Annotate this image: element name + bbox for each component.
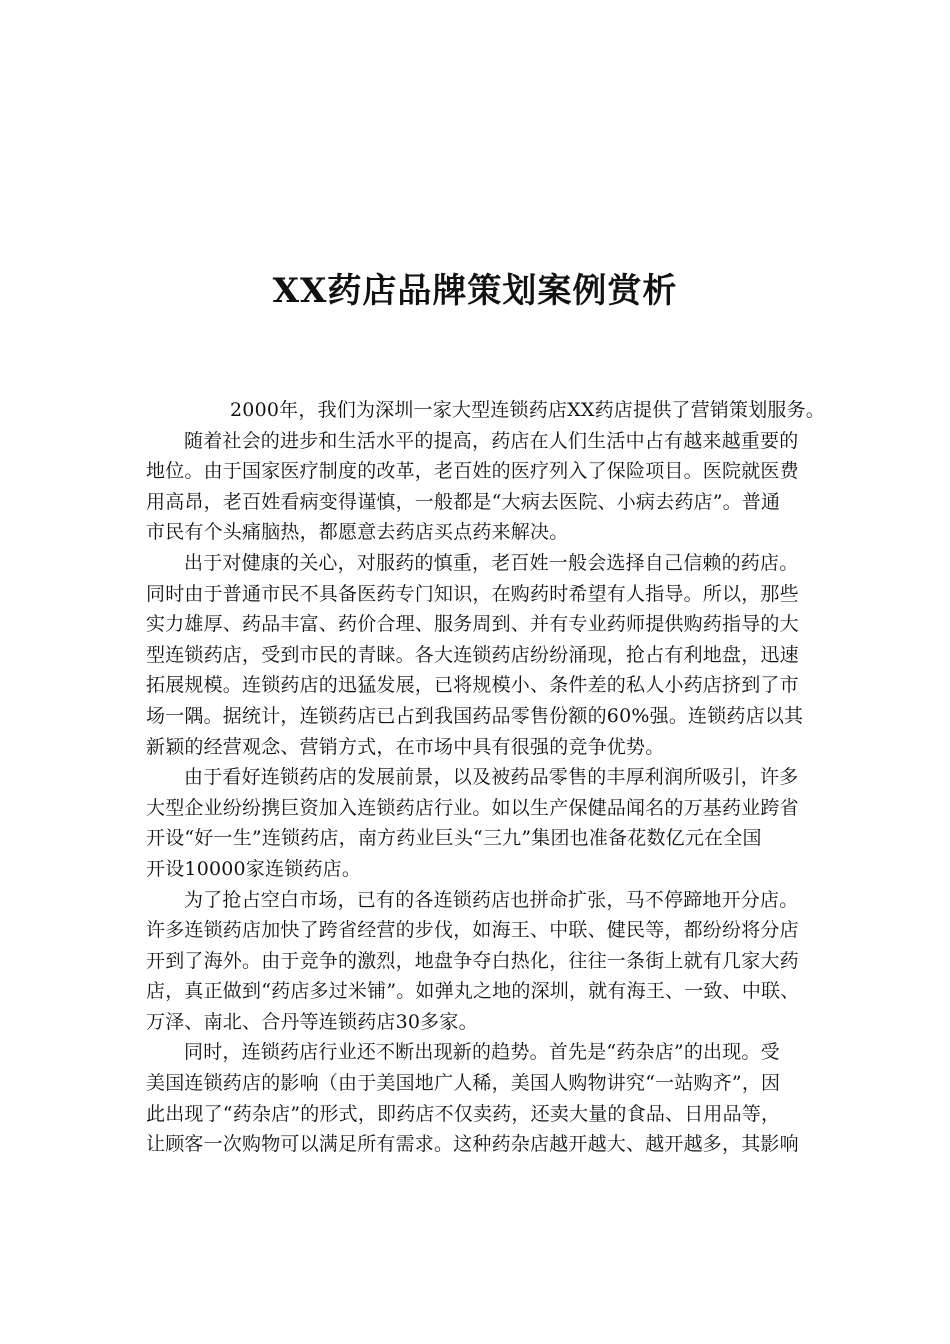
- text-line: 让顾客一次购物可以满足所有需求。这种药杂店越开越大、越开越多，其影响: [146, 1133, 799, 1156]
- text-line: 此出现了“药杂店”的形式，即药店不仅卖药，还卖大量的食品、日用品等，: [146, 1102, 781, 1125]
- text-line: 地位。由于国家医疗制度的改革，老百姓的医疗列入了保险项目。医院就医费: [146, 460, 799, 483]
- text-line: 市民有个头痛脑热，都愿意去药店买点药来解决。: [146, 521, 569, 544]
- text-line: 用高昂，老百姓看病变得谨慎，一般都是“大病去医院、小病去药店”。普通: [146, 490, 781, 513]
- text-line: 由于看好连锁药店的发展前景，以及被药品零售的丰厚利润所吸引，许多: [184, 766, 799, 789]
- text-line: 新颖的经营观念、营销方式，在市场中具有很强的竞争优势。: [146, 735, 665, 758]
- text-line: 店，真正做到“药店多过米铺”。如弹丸之地的深圳，就有海王、一致、中联、: [146, 980, 800, 1003]
- text-line: 美国连锁药店的影响（由于美国地广人稀，美国人购物讲究“一站购齐”，因: [146, 1072, 781, 1095]
- text-line: 许多连锁药店加快了跨省经营的步伐，如海王、中联、健民等，都纷纷将分店: [146, 919, 799, 942]
- text-line: 场一隅。据统计，连锁药店已占到我国药品零售份额的60%强。连锁药店以其: [146, 704, 804, 727]
- text-line: 实力雄厚、药品丰富、药价合理、服务周到、并有专业药师提供购药指导的大: [146, 613, 799, 636]
- text-line: 拓展规模。连锁药店的迅猛发展，已将规模小、条件差的私人小药店挤到了市: [146, 674, 799, 697]
- text-line: 型连锁药店，受到市民的青睐。各大连锁药店纷纷涌现，抢占有利地盘，迅速: [146, 643, 799, 666]
- text-line: 为了抢占空白市场，已有的各连锁药店也拼命扩张，马不停蹄地开分店。: [184, 888, 799, 911]
- text-line: 出于对健康的关心，对服药的慎重，老百姓一般会选择自己信赖的药店。: [184, 551, 799, 574]
- text-line: 随着社会的进步和生活水平的提高，药店在人们生活中占有越来越重要的: [184, 429, 799, 452]
- text-line: 同时由于普通市民不具备医药专门知识，在购药时希望有人指导。所以，那些: [146, 582, 799, 605]
- document-title: XX药店品牌策划案例赏析: [272, 271, 678, 311]
- text-line: 开设10000家连锁药店。: [146, 857, 362, 880]
- document-body: [146, 395, 826, 1160]
- text-line: 同时，连锁药店行业还不断出现新的趋势。首先是“药杂店”的出现。受: [184, 1041, 780, 1064]
- text-line: 大型企业纷纷携巨资加入连锁药店行业。如以生产保健品闻名的万基药业跨省: [146, 796, 799, 819]
- text-line: 开设“好一生”连锁药店，南方药业巨头“三九”集团也准备花数亿元在全国: [146, 827, 762, 850]
- text-line: 开到了海外。由于竞争的激烈，地盘争夺白热化，往往一条街上就有几家大药: [146, 949, 799, 972]
- text-line: 2000年，我们为深圳一家大型连锁药店XX药店提供了营销策划服务。: [230, 399, 826, 421]
- text-line: 万泽、南北、合丹等连锁药店30多家。: [146, 1010, 478, 1033]
